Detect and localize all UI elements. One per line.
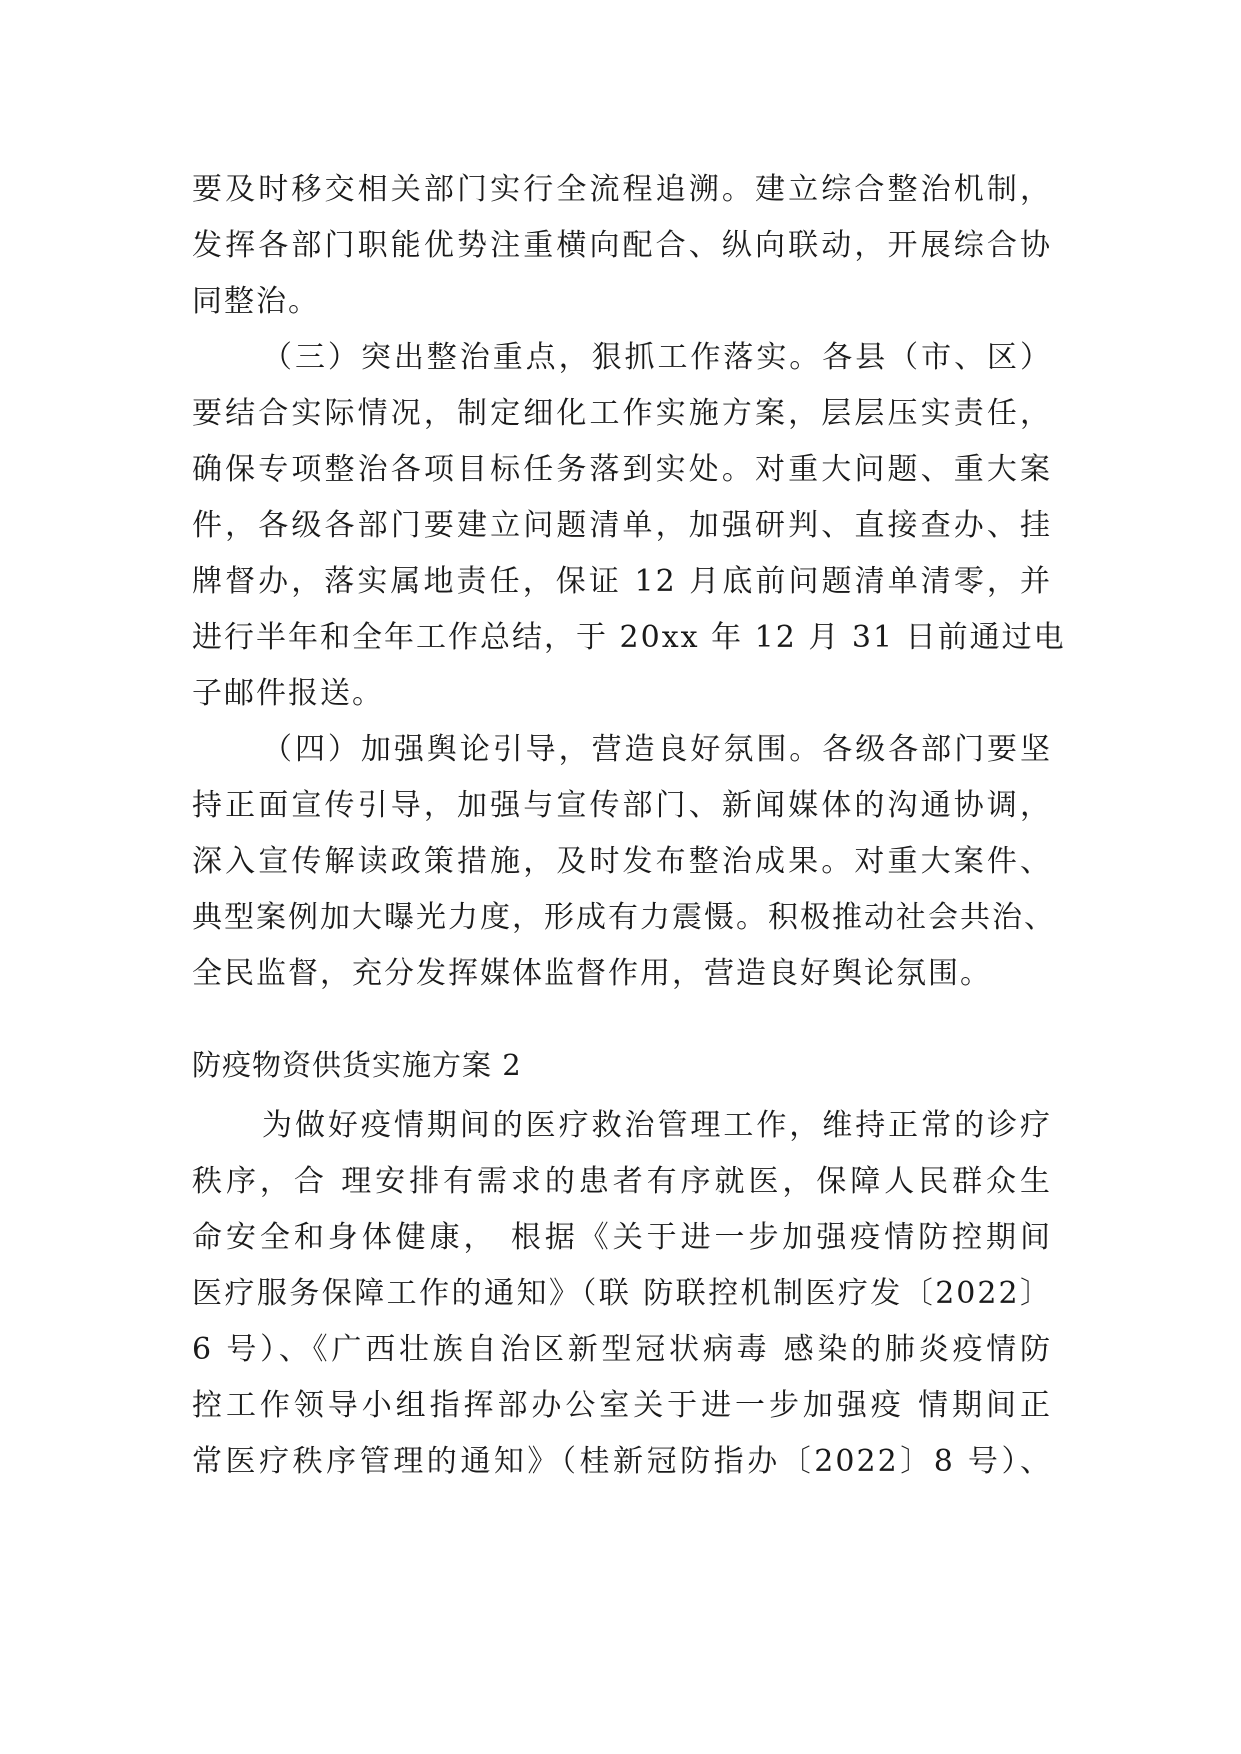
- paragraph-line: 要及时移交相关部门实行全流程追溯。建立综合整治机制，: [192, 172, 1052, 207]
- paragraph-line: 要结合实际情况，制定细化工作实施方案，层层压实责任，: [192, 396, 1052, 431]
- paragraph-line: （四）加强舆论引导，营造良好氛围。各级各部门要坚: [262, 732, 1052, 767]
- paragraph-line: 为做好疫情期间的医疗救治管理工作，维持正常的诊疗: [262, 1108, 1052, 1143]
- paragraph-line: 秩序，合 理安排有需求的患者有序就医，保障人民群众生: [192, 1164, 1052, 1199]
- paragraph-line: 确保专项整治各项目标任务落到实处。对重大问题、重大案: [192, 452, 1052, 487]
- paragraph-line: 持正面宣传引导，加强与宣传部门、新闻媒体的沟通协调，: [192, 788, 1052, 823]
- paragraph-line: 发挥各部门职能优势注重横向配合、纵向联动，开展综合协: [192, 228, 1052, 263]
- paragraph-line: 常医疗秩序管理的通知》（桂新冠防指办〔2022〕8 号）、: [192, 1444, 1052, 1479]
- paragraph-line: 进行半年和全年工作总结，于 20xx 年 12 月 31 日前通过电: [192, 620, 1066, 655]
- paragraph-line: 子邮件报送。: [192, 676, 384, 711]
- paragraph-line: 医疗服务保障工作的通知》（联 防联控机制医疗发〔2022〕: [192, 1276, 1052, 1311]
- paragraph-line: 命安全和身体健康， 根据《关于进一步加强疫情防控期间: [192, 1220, 1052, 1255]
- section-title: 防疫物资供货实施方案 2: [192, 1048, 522, 1082]
- paragraph-line: 同整治。: [192, 284, 320, 319]
- paragraph-line: 典型案例加大曝光力度，形成有力震慑。积极推动社会共治、: [192, 900, 1056, 935]
- paragraph-line: 件，各级各部门要建立问题清单，加强研判、直接查办、挂: [192, 508, 1052, 543]
- paragraph-line: 控工作领导小组指挥部办公室关于进一步加强疫 情期间正: [192, 1388, 1052, 1423]
- paragraph-line: 牌督办，落实属地责任，保证 12 月底前问题清单清零，并: [192, 564, 1052, 599]
- paragraph-line: （三）突出整治重点，狠抓工作落实。各县（市、区）: [262, 340, 1052, 375]
- paragraph-line: 6 号）、《广西壮族自治区新型冠状病毒 感染的肺炎疫情防: [192, 1332, 1052, 1367]
- paragraph-line: 深入宣传解读政策措施，及时发布整治成果。对重大案件、: [192, 844, 1052, 879]
- paragraph-line: 全民监督，充分发挥媒体监督作用，营造良好舆论氛围。: [192, 956, 992, 991]
